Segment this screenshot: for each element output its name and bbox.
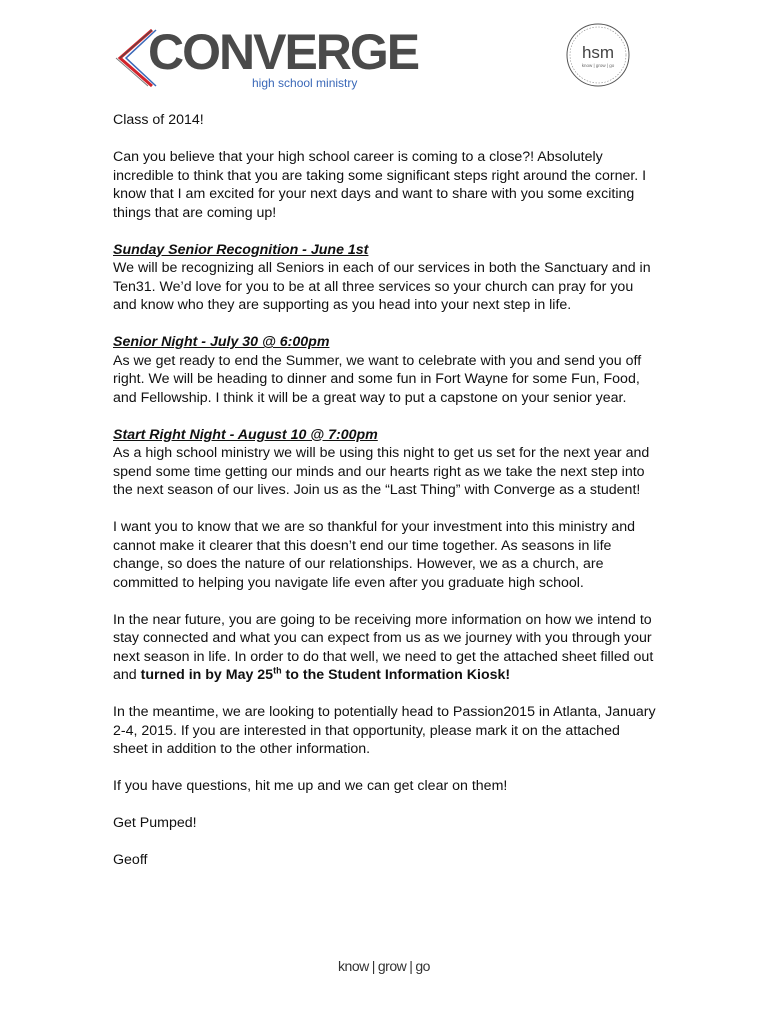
event-body: We will be recognizing all Seniors in each of our services in both the Sanctuary and in Ten31. We’d love for you to be at all three services so your church can pray for you and know who they are supporting as you head into your next step in life. xyxy=(113,260,651,313)
hsm-seal-logo xyxy=(564,21,632,89)
logo-wordmark: CONVERGE xyxy=(148,24,419,80)
logo-subtitle: high school ministry xyxy=(252,76,358,90)
seal-text: hsm xyxy=(581,43,615,62)
passion-paragraph: In the meantime, we are looking to potentially head to Passion2015 in Atlanta, January 2-4, 2015. If you are interested in that opportunity, please mark it on the attached sheet in addition to the other information. xyxy=(113,704,656,757)
event-heading: Start Right Night - August 10 @ 7:00pm xyxy=(113,426,378,443)
greeting: Class of 2014! xyxy=(113,112,204,128)
footer-separator: | xyxy=(371,958,375,974)
footer-item-grow: grow xyxy=(377,958,407,974)
future-deadline: turned in by May 25th to the Student Information Kiosk! xyxy=(140,665,511,683)
event-heading: Senior Night - July 30 @ 6:00pm xyxy=(113,334,330,350)
event-sunday-senior-recognition xyxy=(113,241,658,315)
intro-paragraph: Can you believe that your high school career is coming to a close?! Absolutely incredible to think that you are taking some significant steps right around the corner. I know that I am excited for your next days and want to share with you some exciting things that are coming up! xyxy=(113,149,647,221)
event-body: As we get ready to end the Summer, we want to celebrate with you and send you off right. We will be heading to dinner and some fun in Fort Wayne for some Fun, Food, and Fellowship. I think it will be a great way to put a capstone on your senior year. xyxy=(113,352,642,406)
thankful-paragraph: I want you to know that we are so thankful for your investment into this ministry and cannot make it clearer that this doesn’t end our time together. As seasons in life change, so does the nature of our relationships. However, we as a church, are committed to helping you navigate life even after you graduate high school. xyxy=(113,519,636,591)
future-text: In the near future, you are going to be receiving more information on how we intend to stay connected and what you can expect from us as we journey with you through your next season in life. In order to do that well, we need to get the attached sheet filled out and xyxy=(113,611,654,683)
footer-separator: | xyxy=(409,958,413,974)
signature: Geoff xyxy=(113,852,148,868)
future-paragraph xyxy=(113,611,658,685)
event-senior-night xyxy=(113,333,658,407)
questions-paragraph: If you have questions, hit me up and we can get clear on them! xyxy=(113,778,508,794)
footer-item-know: know xyxy=(338,958,369,974)
closing: Get Pumped! xyxy=(113,815,197,831)
footer-tagline xyxy=(0,958,768,974)
letter-body xyxy=(113,111,658,888)
seal-subtitle: know | grow | go xyxy=(581,63,615,68)
converge-logo xyxy=(112,22,419,92)
event-heading: Sunday Senior Recognition - June 1st xyxy=(113,241,369,258)
event-body: As a high school ministry we will be using this night to get us set for the next year and spend some time getting our minds and our hearts right as we take the next step into the next season of our lives. Join us as the “Last Thing” with Converge as a student! xyxy=(113,445,650,498)
footer-item-go: go xyxy=(415,958,430,974)
event-start-right-night xyxy=(113,426,658,500)
